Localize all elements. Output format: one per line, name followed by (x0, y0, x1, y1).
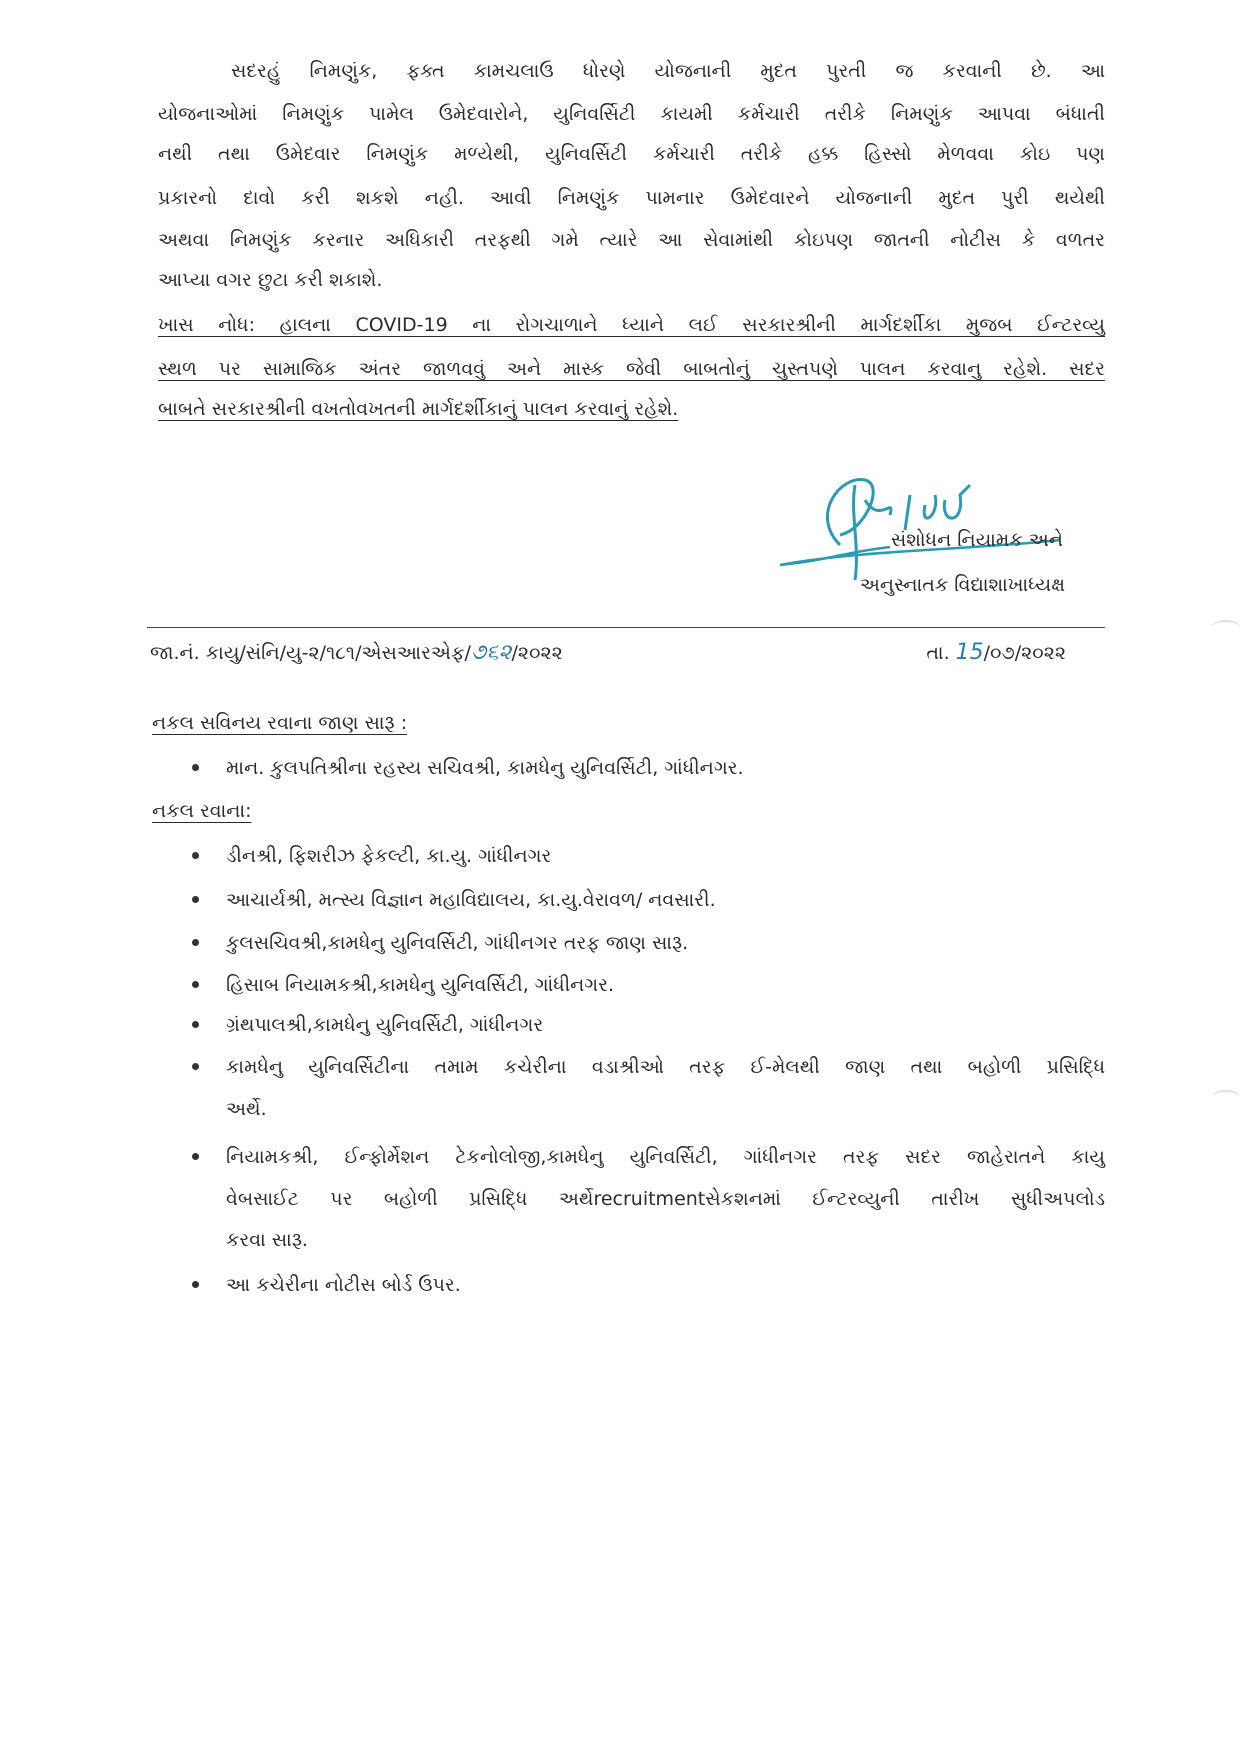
list-item-continued: કરવા સારૂ. (226, 1229, 308, 1251)
bullet-icon (192, 896, 199, 903)
reference-prefix: જા.નં. કાયુ/સંનિ/યુ-૨/૧૮૧/એસઆરએફ/ (150, 642, 471, 664)
handwritten-day: 15 (955, 640, 984, 665)
scan-mark (1211, 620, 1241, 636)
note-line: સ્થળ પર સામાજિક અંતર જાળવવું અને માસ્ક જેવી બાબતોનું ચુસ્તપણે પાલન કરવાનુ રહેશે. સદર (158, 358, 1105, 380)
list-item-continued: વેબસાઈટ પર બહોળી પ્રસિદ્ધિ અર્થેrecruitmentસેકશનમાં ઈન્ટરવ્યુની તારીખ સુધીઅપલોડ (226, 1188, 1105, 1210)
note-line: ખાસ નોધ: હાલના COVID-19 ના રોગચાળાને ધ્યાને લઈ સરકારશ્રીની માર્ગદર્શીકા મુજબ ઈન્ટરવ્યુ (158, 314, 1105, 336)
date (926, 640, 1066, 666)
list-item: આ કચેરીના નોટીસ બોર્ડ ઉપર. (226, 1274, 461, 1296)
paragraph-line: આપ્યા વગર છુટા કરી શકાશે. (158, 269, 383, 291)
bullet-icon (192, 1153, 199, 1160)
list-item: આચાર્યશ્રી, મત્સ્ય વિજ્ઞાન મહાવિદ્યાલય, કા.યુ.વેરાવળ/ નવસારી. (226, 889, 716, 911)
signatory-title-line1: સંશોધન નિયામક અને (890, 529, 1063, 551)
divider (147, 627, 1105, 628)
list-item: ડીનશ્રી, ફિશરીઝ ફેકલ્ટી, કા.યુ. ગાંધીનગર (226, 845, 552, 867)
reference-number (150, 640, 563, 666)
list-item: ગ્રંથપાલશ્રી,કામધેનુ યુનિવર્સિટી, ગાંધીનગર (226, 1014, 544, 1036)
list-item: નિયામકશ્રી, ઈન્ફોર્મેશન ટેકનોલોજી,કામધેનુ યુનિવર્સિટી, ગાંધીનગર તરફ સદર જાહેરાતને કાયુ (226, 1146, 1105, 1168)
list-item-continued: અર્થે. (226, 1098, 267, 1120)
bullet-icon (192, 1063, 199, 1070)
paragraph-line: અથવા નિમણુંક કરનાર અધિકારી તરફથી ગમે ત્યારે આ સેવામાંથી કોઇપણ જાતની નોટીસ કે વળતર (158, 229, 1105, 251)
bullet-icon (192, 939, 199, 946)
reference-suffix: /૨૦૨૨ (511, 642, 563, 664)
handwritten-number: ૭૬૨ (470, 640, 512, 665)
paragraph-line: સદરહું નિમણુંક, ફક્ત કામચલાઉ ધોરણે યોજનાની મુદત પુરતી જ કરવાની છે. આ (231, 60, 1105, 82)
note-line: બાબતે સરકારશ્રીની વખતોવખતની માર્ગદર્શીકાનું પાલન કરવાનું રહેશે. (158, 398, 679, 420)
bullet-icon (192, 1021, 199, 1028)
bullet-icon (192, 764, 199, 771)
signatory-title-line2: અનુસ્નાતક વિદ્યાશાખાધ્યક્ષ (859, 574, 1065, 596)
list-item: હિસાબ નિયામકશ્રી,કામધેનુ યુનિવર્સિટી, ગાંધીનગર. (226, 974, 615, 996)
paragraph-line: પ્રકારનો દાવો કરી શકશે નહી. આવી નિમણુંક પામનાર ઉમેદવારને યોજનાની મુદત પુરી થયેથી (158, 187, 1105, 209)
date-suffix: /૦૭/૨૦૨૨ (983, 642, 1066, 664)
copy-respectful-item: માન. કુલપતિશ્રીના રહસ્ય સચિવશ્રી, કામધેનુ યુનિવર્સિટી, ગાંધીનગર. (226, 757, 744, 779)
paragraph-line: નથી તથા ઉમેદવાર નિમણુંક મળ્યેથી, યુનિવર્સિટી કર્મચારી તરીકે હક્ક હિસ્સો મેળવવા કોઇ પણ (158, 143, 1105, 165)
copy-respectful-heading: નકલ સવિનય રવાના જાણ સારૂ : (152, 712, 408, 734)
date-prefix: તા. (926, 642, 950, 664)
bullet-icon (192, 852, 199, 859)
list-item: કામધેનુ યુનિવર્સિટીના તમામ કચેરીના વડાશ્રીઓ તરફ ઈ-મેલથી જાણ તથા બહોળી પ્રસિદ્ધિ (226, 1056, 1105, 1078)
bullet-icon (192, 981, 199, 988)
list-item: કુલસચિવશ્રી,કામધેનુ યુનિવર્સિટી, ગાંધીનગર તરફ જાણ સારૂ. (226, 932, 689, 954)
copy-to-heading: નકલ રવાના: (152, 800, 252, 822)
bullet-icon (192, 1281, 199, 1288)
scan-mark (1211, 1090, 1241, 1106)
paragraph-line: યોજનાઓમાં નિમણુંક પામેલ ઉમેદવારોને, યુનિવર્સિટી કાયમી કર્મચારી તરીકે નિમણુંક આપવા બંધાતી (158, 103, 1105, 125)
